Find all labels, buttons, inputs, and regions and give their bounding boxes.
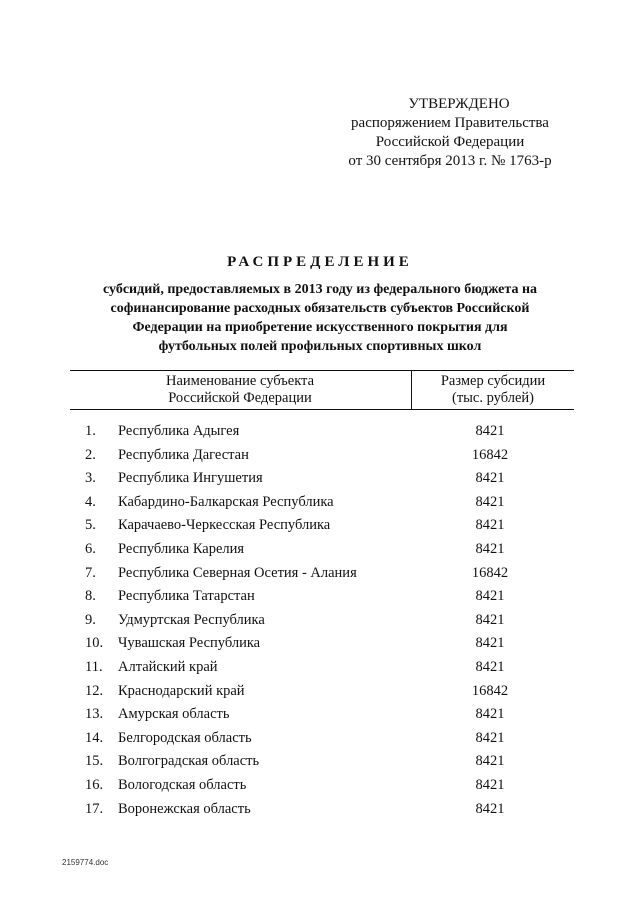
row-subject-name: Республика Ингушетия [118, 470, 263, 487]
table-row [0, 585, 640, 609]
table-row [0, 656, 640, 680]
row-number: 2. [85, 446, 96, 463]
row-subsidy-value: 8421 [475, 753, 505, 770]
table-row [0, 538, 640, 562]
table-row [0, 514, 640, 538]
row-subsidy-value: 8421 [475, 800, 505, 817]
row-subsidy-value: 8421 [475, 493, 505, 510]
row-subject-name: Республика Северная Осетия - Алания [118, 564, 357, 581]
row-number: 7. [85, 564, 96, 581]
header-name-line-2: Российской Федерации [168, 390, 312, 406]
table-row [0, 680, 640, 704]
row-subject-name: Краснодарский край [118, 682, 245, 699]
row-subsidy-value: 8421 [475, 470, 505, 487]
subtitle-line-1: субсидий, предоставляемых в 2013 году из федерального бюджета на [102, 282, 538, 297]
row-subsidy-value: 8421 [475, 658, 505, 675]
row-subsidy-value: 8421 [475, 635, 505, 652]
row-number: 14. [85, 729, 104, 746]
row-number: 9. [85, 611, 96, 628]
table-row [0, 491, 640, 515]
row-subsidy-value: 8421 [475, 423, 505, 439]
row-subsidy-value: 8421 [475, 540, 505, 557]
subtitle-line-4: футбольных полей профильных спортивных школ [158, 339, 482, 354]
table-row [0, 420, 640, 444]
row-subject-name: Республика Дагестан [118, 446, 249, 463]
approval-line-4: от 30 сентября 2013 г. № 1763-р [348, 153, 552, 169]
table-row [0, 467, 640, 491]
row-subsidy-value: 16842 [471, 564, 509, 581]
header-sum-column [411, 371, 574, 409]
row-number: 8. [85, 588, 96, 605]
row-subject-name: Воронежская область [118, 800, 251, 817]
row-number: 16. [85, 776, 104, 793]
table-row [0, 609, 640, 633]
row-subsidy-value: 8421 [475, 776, 505, 793]
row-subsidy-value: 8421 [475, 517, 505, 534]
row-subject-name: Белгородская область [118, 729, 252, 746]
table-row [0, 703, 640, 727]
row-number: 12. [85, 682, 104, 699]
header-sum-line-2: (тыс. рублей) [452, 390, 534, 406]
document-filename: 2159774.doc [62, 858, 109, 867]
table-row [0, 774, 640, 798]
approval-block [330, 95, 570, 171]
row-subsidy-value: 8421 [475, 611, 505, 628]
row-subject-name: Алтайский край [118, 658, 218, 675]
row-number: 11. [85, 658, 103, 675]
row-subsidy-value: 16842 [471, 446, 509, 463]
header-name-line-1: Наименование субъекта [165, 373, 315, 389]
table-body [0, 420, 640, 821]
row-subject-name: Республика Татарстан [118, 588, 255, 605]
row-number: 13. [85, 706, 104, 723]
approval-line-3: Российской Федерации [375, 134, 525, 150]
row-subject-name: Карачаево-Черкесская Республика [118, 517, 331, 534]
header-name-column [70, 373, 410, 407]
table-header [70, 370, 574, 410]
row-subject-name: Кабардино-Балкарская Республика [118, 493, 334, 510]
row-subsidy-value: 8421 [475, 588, 505, 605]
table-row [0, 727, 640, 751]
row-number: 3. [85, 470, 96, 487]
table-row [0, 562, 640, 586]
row-subsidy-value: 8421 [475, 729, 505, 746]
document-heading: РАСПРЕДЕЛЕНИЕ [227, 254, 413, 270]
row-subject-name: Республика Адыгея [118, 423, 240, 439]
approval-line-2: распоряжением Правительства [351, 115, 549, 131]
row-number: 1. [85, 423, 96, 439]
row-subject-name: Амурская область [118, 706, 230, 723]
row-subject-name: Чувашская Республика [118, 635, 261, 652]
row-number: 4. [85, 493, 96, 510]
row-number: 17. [85, 800, 104, 817]
row-number: 10. [85, 635, 104, 652]
row-subject-name: Вологодская область [118, 776, 247, 793]
subtitle-line-2: софинансирование расходных обязательств субъектов Российской [110, 301, 530, 316]
subtitle-line-3: Федерации на приобретение искусственного покрытия для [132, 320, 508, 335]
table-row [0, 798, 640, 822]
row-subsidy-value: 8421 [475, 706, 505, 723]
table-row [0, 444, 640, 468]
row-subject-name: Волгоградская область [118, 753, 260, 770]
header-sum-line-1: Размер субсидии [440, 373, 546, 389]
approval-title: УТВЕРЖДЕНО [408, 96, 510, 112]
table-row [0, 632, 640, 656]
row-subsidy-value: 16842 [471, 682, 509, 699]
row-subject-name: Удмуртская Республика [118, 611, 265, 628]
row-number: 5. [85, 517, 96, 534]
row-number: 15. [85, 753, 104, 770]
row-subject-name: Республика Карелия [118, 540, 245, 557]
row-number: 6. [85, 540, 96, 557]
table-row [0, 750, 640, 774]
document-subtitle [65, 280, 575, 356]
